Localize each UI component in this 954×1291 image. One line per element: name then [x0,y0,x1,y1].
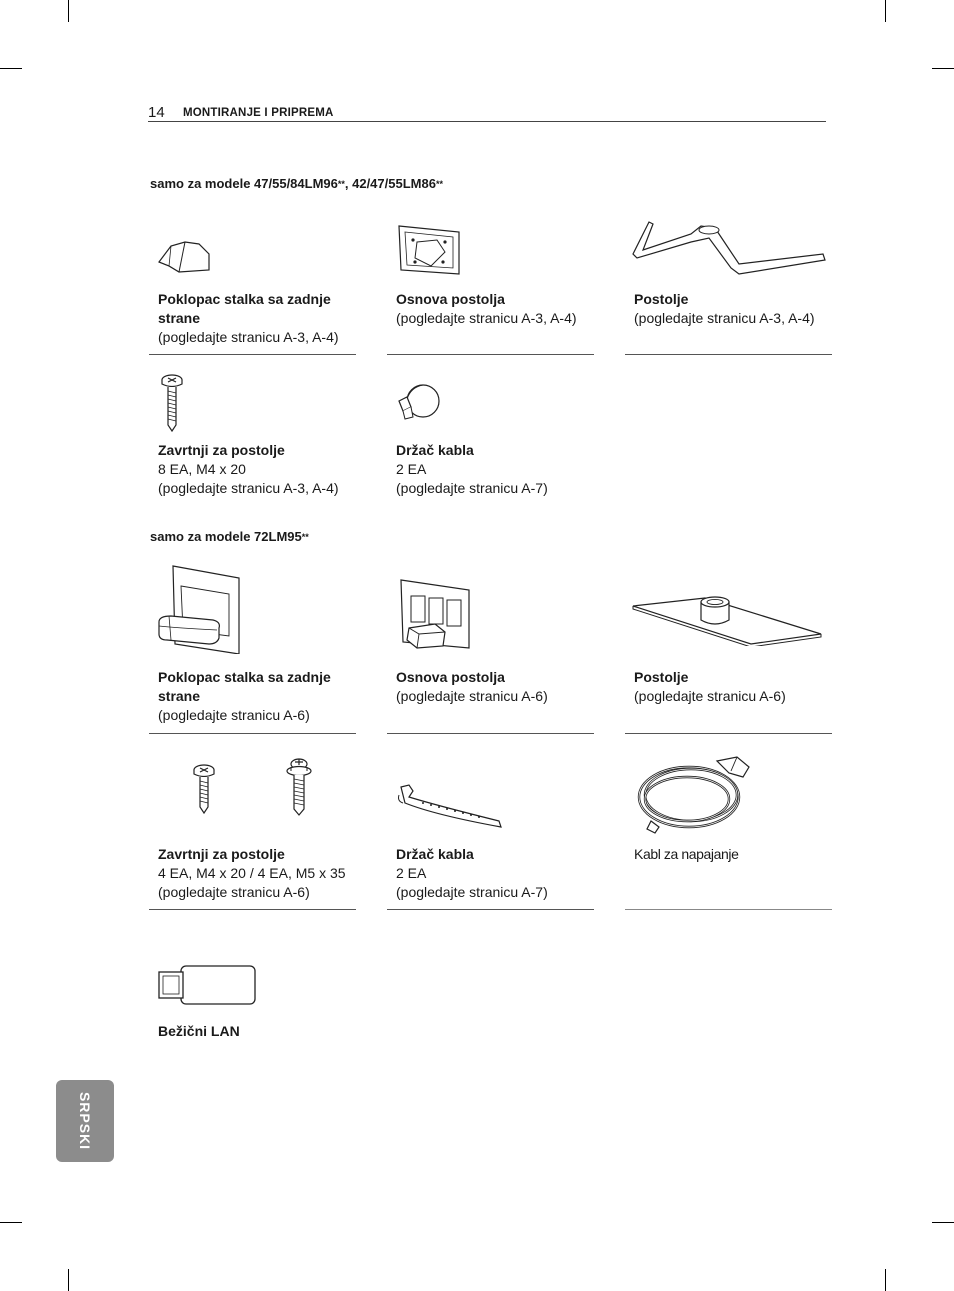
page-number: 14 [148,104,165,121]
part-item [149,745,356,910]
part-name: Osnova postolja [396,291,505,307]
part-note: (pogledajte stranicu A-6) [396,688,548,704]
part-note: (pogledajte stranicu A-6) [634,688,786,704]
part-name: Poklopac stalka sa zadnje strane [158,669,331,704]
part-note: (pogledajte stranicu A-3, A-4) [158,329,339,345]
stand-base-icon [631,594,823,646]
cable-holder-icon [393,379,443,425]
part-item [625,210,832,355]
screw-icon [285,755,313,817]
wireless-lan-dongle-icon [157,964,257,1006]
header-rule [148,121,826,122]
part-name: Postolje [634,291,689,307]
stand-body-icon [395,222,463,278]
part-note: (pogledajte stranicu A-7) [396,884,548,900]
part-note: (pogledajte stranicu A-6) [158,707,310,723]
part-item [149,365,356,505]
part-name: Zavrtnji za postolje [158,442,285,458]
part-name: Osnova postolja [396,669,505,685]
part-name: Postolje [634,669,689,685]
part-item [149,960,356,1050]
screw-icon [191,763,217,815]
part-note: (pogledajte stranicu A-3, A-4) [634,310,815,326]
power-cord-icon [633,753,757,839]
crop-mark [68,1269,69,1291]
part-quantity: 2 EA [396,461,427,477]
section-title-2: samo za modele 72LM95** [150,529,309,544]
crop-mark [932,68,954,69]
running-header: MONTIRANJE I PRIPREMA [183,107,334,119]
crop-mark [932,1222,954,1223]
part-note: (pogledajte stranicu A-3, A-4) [396,310,577,326]
part-item [149,560,356,734]
stand-body-icon [395,576,473,650]
part-item [387,210,594,355]
part-name: Poklopac stalka sa zadnje strane [158,291,331,326]
crop-mark [0,1222,22,1223]
part-name: Kabl za napajanje [634,846,739,862]
stand-base-icon [631,216,827,276]
part-quantity: 2 EA [396,865,427,881]
part-name: Bežični LAN [158,1023,240,1039]
crop-mark [885,1269,886,1291]
part-item [625,745,832,910]
part-name: Zavrtnji za postolje [158,846,285,862]
part-name: Držač kabla [396,442,474,458]
part-item [387,745,594,910]
part-note: (pogledajte stranicu A-3, A-4) [158,480,339,496]
cable-tie-icon [395,783,505,831]
crop-mark [885,0,886,22]
part-item [387,560,594,734]
screw-icon [159,373,185,433]
part-item [625,560,832,734]
language-label: SRPSKI [77,1091,93,1151]
stand-back-cover-icon [157,564,243,654]
part-quantity: 4 EA, M4 x 20 / 4 EA, M5 x 35 [158,865,346,881]
part-item [387,365,594,505]
crop-mark [68,0,69,22]
stand-back-cover-icon [155,236,215,278]
section-title-1: samo za modele 47/55/84LM96**, 42/47/55LM86** [150,176,443,191]
part-quantity: 8 EA, M4 x 20 [158,461,246,477]
language-tab [56,1080,114,1162]
part-item [149,210,356,355]
part-note: (pogledajte stranicu A-7) [396,480,548,496]
part-note: (pogledajte stranicu A-6) [158,884,310,900]
part-name: Držač kabla [396,846,474,862]
crop-mark [0,68,22,69]
